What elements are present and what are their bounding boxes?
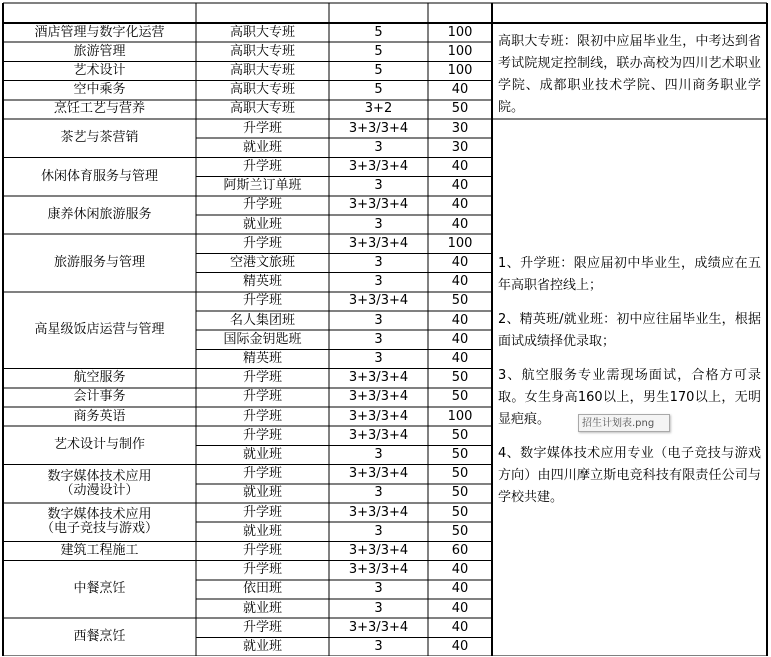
cell-class: 升学班 xyxy=(242,120,282,136)
cell-class: 升学班 xyxy=(242,370,282,386)
major-name: 西餐烹饪 xyxy=(73,629,126,645)
cell-years: 3+3/3+4 xyxy=(348,542,409,558)
cell-class: 名人集团班 xyxy=(229,312,295,328)
cell-years: 3 xyxy=(374,485,383,501)
major-name: 艺术设计与制作 xyxy=(53,437,145,453)
cell-count: 30 xyxy=(451,139,469,155)
cell-class: 升学班 xyxy=(242,466,282,482)
cell-count: 50 xyxy=(451,485,469,501)
major-name: 高星级饭店运营与管理 xyxy=(34,322,165,338)
cell-class: 高职大专班 xyxy=(229,62,295,78)
major-name: 茶艺与茶营销 xyxy=(60,130,139,146)
header-cell xyxy=(196,3,329,23)
cell-years: 3 xyxy=(374,216,383,232)
cell-years: 5 xyxy=(374,62,383,78)
cell-class: 升学班 xyxy=(242,542,282,558)
cell-count: 40 xyxy=(451,178,469,194)
cell-class: 就业班 xyxy=(242,139,282,155)
cell-class: 升学班 xyxy=(242,293,282,309)
major-name: 旅游管理 xyxy=(73,43,126,59)
header-cell xyxy=(428,3,492,23)
major-name-line: （动漫设计） xyxy=(60,482,139,498)
major-name: 建筑工程施工 xyxy=(60,542,139,558)
cell-class: 升学班 xyxy=(242,197,282,213)
cell-count: 40 xyxy=(451,638,469,654)
cell-years: 3+3/3+4 xyxy=(348,408,409,424)
cell-count: 50 xyxy=(451,389,469,405)
cell-count: 30 xyxy=(451,120,469,136)
note-item: 1、升学班：限应届初中毕业生，成绩应在五年高职省控线上； xyxy=(498,256,761,293)
cell-count: 100 xyxy=(447,408,473,424)
cell-count: 50 xyxy=(451,446,469,462)
major-name: 会计事务 xyxy=(73,389,126,405)
cell-years: 3+3/3+4 xyxy=(348,427,409,443)
major-name-line: （电子竞技与游戏） xyxy=(40,521,158,537)
cell-count: 40 xyxy=(451,197,469,213)
cell-class: 就业班 xyxy=(242,446,282,462)
cell-class: 升学班 xyxy=(242,158,282,174)
cell-count: 100 xyxy=(447,43,473,59)
major-name xyxy=(3,465,196,503)
major-name: 烹饪工艺与营养 xyxy=(53,101,145,117)
cell-class: 国际金钥匙班 xyxy=(223,331,302,347)
major-name: 空中乘务 xyxy=(73,82,126,98)
cell-years: 3 xyxy=(374,581,383,597)
cell-class: 依田班 xyxy=(242,581,282,597)
cell-count: 40 xyxy=(451,350,469,366)
cell-class: 就业班 xyxy=(242,600,282,616)
cell-count: 50 xyxy=(451,427,469,443)
cell-count: 40 xyxy=(451,82,469,98)
cell-class: 阿斯兰订单班 xyxy=(223,178,302,194)
cell-count: 100 xyxy=(447,62,473,78)
major-name: 商务英语 xyxy=(73,408,126,424)
major-name xyxy=(3,503,196,541)
cell-count: 50 xyxy=(451,293,469,309)
cell-years: 5 xyxy=(374,24,383,40)
cell-count: 50 xyxy=(451,466,469,482)
cell-count: 40 xyxy=(451,312,469,328)
major-name-line: 数字媒体技术应用 xyxy=(47,468,152,484)
header-cell xyxy=(492,3,767,23)
cell-years: 3+3/3+4 xyxy=(348,293,409,309)
cell-years: 3 xyxy=(374,331,383,347)
cell-count: 40 xyxy=(451,216,469,232)
cell-count: 50 xyxy=(451,101,469,117)
major-name: 休闲体育服务与管理 xyxy=(40,168,158,184)
cell-years: 5 xyxy=(374,43,383,59)
cell-years: 3 xyxy=(374,254,383,270)
cell-class: 精英班 xyxy=(242,350,282,366)
header-cell xyxy=(3,3,196,23)
cell-class: 精英班 xyxy=(242,274,282,290)
cell-count: 100 xyxy=(447,24,473,40)
cell-class: 升学班 xyxy=(242,619,282,635)
cell-years: 3+3/3+4 xyxy=(348,619,409,635)
cell-years: 3+3/3+4 xyxy=(348,466,409,482)
cell-count: 50 xyxy=(451,523,469,539)
cell-class: 升学班 xyxy=(242,504,282,520)
cell-years: 3+3/3+4 xyxy=(348,197,409,213)
major-name: 中餐烹饪 xyxy=(73,581,126,597)
cell-class: 高职大专班 xyxy=(229,101,295,117)
major-name: 艺术设计 xyxy=(73,62,126,78)
cell-years: 3+3/3+4 xyxy=(348,389,409,405)
cell-count: 50 xyxy=(451,504,469,520)
major-name: 旅游服务与管理 xyxy=(53,254,145,270)
cell-class: 就业班 xyxy=(242,485,282,501)
cell-years: 3 xyxy=(374,523,383,539)
major-name: 康养休闲旅游服务 xyxy=(47,206,152,222)
cell-class: 高职大专班 xyxy=(229,24,295,40)
cell-count: 40 xyxy=(451,619,469,635)
cell-years: 3 xyxy=(374,350,383,366)
cell-count: 40 xyxy=(451,600,469,616)
cell-class: 高职大专班 xyxy=(229,82,295,98)
cell-years: 3+3/3+4 xyxy=(348,562,409,578)
cell-years: 3 xyxy=(374,638,383,654)
cell-years: 3 xyxy=(374,312,383,328)
major-name: 航空服务 xyxy=(73,370,126,386)
note-bottom xyxy=(498,253,761,521)
cell-count: 40 xyxy=(451,562,469,578)
cell-class: 升学班 xyxy=(242,408,282,424)
cell-years: 3 xyxy=(374,274,383,290)
cell-count: 40 xyxy=(451,331,469,347)
cell-count: 100 xyxy=(447,235,473,251)
cell-years: 3 xyxy=(374,178,383,194)
cell-years: 5 xyxy=(374,82,383,98)
major-name-line: 数字媒体技术应用 xyxy=(47,507,152,523)
cell-class: 高职大专班 xyxy=(229,43,295,59)
cell-class: 就业班 xyxy=(242,216,282,232)
cell-class: 升学班 xyxy=(242,562,282,578)
cell-count: 50 xyxy=(451,370,469,386)
note-item: 3、航空服务专业需现场面试，合格方可录取。女生身高160以上，男生170以上，无明显疤痕。 xyxy=(498,368,761,427)
cell-years: 3+3/3+4 xyxy=(348,370,409,386)
cell-years: 3 xyxy=(374,139,383,155)
cell-years: 3+3/3+4 xyxy=(348,235,409,251)
cell-years: 3 xyxy=(374,600,383,616)
cell-years: 3+3/3+4 xyxy=(348,120,409,136)
cell-count: 40 xyxy=(451,581,469,597)
cell-class: 空港文旅班 xyxy=(229,254,295,270)
cell-class: 就业班 xyxy=(242,523,282,539)
cell-class: 升学班 xyxy=(242,427,282,443)
major-name: 酒店管理与数字化运营 xyxy=(34,24,165,40)
cell-class: 升学班 xyxy=(242,235,282,251)
cell-class: 就业班 xyxy=(242,638,282,654)
cell-count: 40 xyxy=(451,158,469,174)
cell-years: 3+2 xyxy=(364,101,393,117)
cell-count: 60 xyxy=(451,542,469,558)
cell-count: 40 xyxy=(451,274,469,290)
cell-class: 升学班 xyxy=(242,389,282,405)
cell-years: 3 xyxy=(374,446,383,462)
note-top: 高职大专班：限初中应届毕业生，中考达到省考试院规定控制线，联办高校为四川艺术职业学院、成都职业技术学院、四川商务职业学院。 xyxy=(498,34,761,115)
cell-years: 3+3/3+4 xyxy=(348,158,409,174)
cell-years: 3+3/3+4 xyxy=(348,504,409,520)
note-item: 2、精英班/就业班：初中应往届毕业生，根据面试成绩择优录取； xyxy=(498,312,761,349)
header-cell xyxy=(329,3,428,23)
filename-tooltip: 招生计划表.png xyxy=(578,414,670,432)
note-item: 4、数字媒体技术应用专业（电子竞技与游戏方向）由四川摩立斯电竞科技有限责任公司与学校共建。 xyxy=(498,446,761,505)
cell-count: 40 xyxy=(451,254,469,270)
